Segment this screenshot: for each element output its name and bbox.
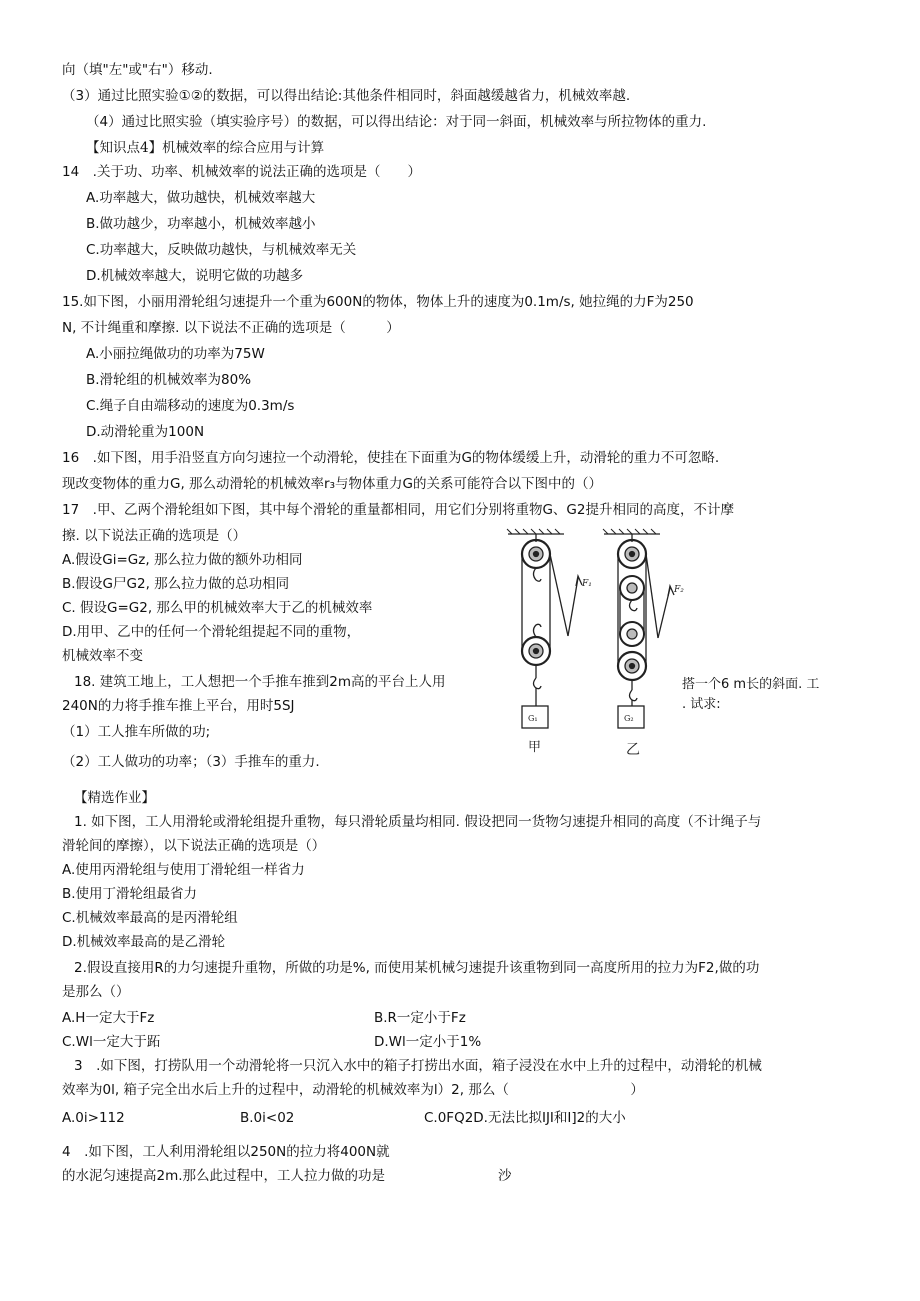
q18-part-2-3: （2）工人做功的功率；（3）手推车的重力. <box>62 754 320 770</box>
label-jia: 甲 <box>528 740 542 755</box>
hw3-stem-2: 效率为0l, 箱子完全出水后上升的过程中，动滑轮的机械效率为l）2, 那么（ ） <box>62 1082 644 1098</box>
q17-stem-1: 17 .甲、乙两个滑轮组如下图，其中每个滑轮的重量都相同，用它们分别将重物G、G2提升相同的高度，不计摩 <box>62 502 734 518</box>
pulley-figure <box>500 526 900 776</box>
q15-option-c: C.绳子自由端移动的速度为0.3m/s <box>86 398 295 414</box>
hw4-answer-blank: 沙 <box>498 1168 512 1184</box>
hw1-option-a: A.使用丙滑轮组与使用丁滑轮组一样省力 <box>62 862 305 878</box>
figure-caption-1: 搭一个6 m长的斜面. 工 <box>682 677 820 692</box>
q14-option-d: D.机械效率越大，说明它做的功越多 <box>86 268 304 284</box>
hw2-stem-2: 是那么（） <box>62 984 130 1000</box>
hw3-option-a: A.0i>112 <box>62 1110 125 1126</box>
section-heading-4: 【知识点4】机械效率的综合应用与计算 <box>86 140 325 156</box>
q18-stem-1: 18. 建筑工地上，工人想把一个手推车推到2m高的平台上人用 <box>74 674 446 690</box>
q15-stem-2: N, 不计绳重和摩擦. 以下说法不正确的选项是（ ） <box>62 320 400 336</box>
q17-option-d-1: D.用甲、乙中的任何一个滑轮组提起不同的重物， <box>62 624 361 640</box>
hw1-option-c: C.机械效率最高的是丙滑轮组 <box>62 910 238 926</box>
homework-heading: 【精选作业】 <box>74 790 155 806</box>
q17-option-c: C. 假设G=G2, 那么甲的机械效率大于乙的机械效率 <box>62 600 373 616</box>
q14-option-a: A.功率越大，做功越快，机械效率越大 <box>86 190 316 206</box>
label-yi: 乙 <box>626 742 640 758</box>
hw2-option-c: C.Wl一定大于跖 <box>62 1034 161 1050</box>
q18-part-1: （1）工人推车所做的功; <box>62 724 211 740</box>
hw2-option-a: A.H一定大于Fz <box>62 1010 155 1026</box>
q14-option-b: B.做功越少，功率越小，机械效率越小 <box>86 216 316 232</box>
q15-option-d: D.动滑轮重为100N <box>86 424 205 440</box>
hw4-stem-1: 4 .如下图，工人利用滑轮组以250N的拉力将400N就 <box>62 1144 390 1160</box>
q18-stem-2: 240N的力将手推车推上平台，用时5SJ <box>62 698 295 714</box>
q16-stem-1: 16 .如下图，用手沿竖直方向匀速拉一个动滑轮，使挂在下面重为G的物体缓缓上升，动滑轮的重力不可忽略. <box>62 450 720 466</box>
hw1-stem-2: 滑轮间的摩擦），以下说法正确的选项是（） <box>62 838 326 854</box>
hw2-stem-1: 2.假设直接用R的力匀速提升重物，所做的功是%, 而使用某机械匀速提升该重物到同一高度所用的拉力为F2,做的功 <box>74 960 760 976</box>
hw2-option-d: D.Wl一定小于1% <box>374 1034 482 1050</box>
hw1-option-b: B.使用丁滑轮组最省力 <box>62 886 198 902</box>
hw2-option-b: B.R一定小于Fz <box>374 1010 466 1026</box>
q15-option-b: B.滑轮组的机械效率为80% <box>86 372 252 388</box>
q16-stem-2: 现改变物体的重力G, 那么动滑轮的机械效率r₃与物体重力G的关系可能符合以下图中的（） <box>62 476 602 492</box>
label-g2: G₂ <box>624 714 634 723</box>
hw1-option-d: D.机械效率最高的是乙滑轮 <box>62 934 226 950</box>
q15-stem-1: 15.如下图，小丽用滑轮组匀速提升一个重为600N的物体，物体上升的速度为0.1m/s, 她拉绳的力F为250 <box>62 294 694 310</box>
hw4-stem-2: 的水泥匀速提高2m.那么此过程中，工人拉力做的功是 <box>62 1168 386 1184</box>
pulley-diagram <box>500 526 900 776</box>
q14-option-c: C.功率越大，反映做功越快，与机械效率无关 <box>86 242 357 258</box>
label-f1: F₁ <box>582 579 592 589</box>
q14-stem: 14 .关于功、功率、机械效率的说法正确的选项是（ ） <box>62 164 421 180</box>
hw1-stem-1: 1. 如下图，工人用滑轮或滑轮组提升重物，每只滑轮质量均相同. 假设把同一货物匀速提升相同的高度（不计绳子与 <box>74 814 762 830</box>
q17-stem-2: 擦. 以下说法正确的选项是（） <box>62 528 247 544</box>
line-01: 向（填"左"或"右"）移动. <box>62 62 213 78</box>
line-02: （3）通过比照实验①②的数据，可以得出结论:其他条件相同时，斜面越缓越省力，机械效率越. <box>62 88 631 104</box>
hw3-stem-1: 3 .如下图，打捞队用一个动滑轮将一只沉入水中的箱子打捞出水面，箱子浸没在水中上升的过程中，动滑轮的机械 <box>74 1058 762 1074</box>
label-f2: F₂ <box>674 585 684 595</box>
q17-option-b: B.假设G尸G2, 那么拉力做的总功相同 <box>62 576 290 592</box>
q17-option-d-2: 机械效率不变 <box>62 648 143 664</box>
hw3-option-b: B.0i<02 <box>240 1110 295 1126</box>
q17-option-a: A.假设Gi=Gz, 那么拉力做的额外功相同 <box>62 552 303 568</box>
figure-caption-2: . 试求: <box>682 697 721 712</box>
q15-option-a: A.小丽拉绳做功的功率为75W <box>86 346 265 362</box>
label-g1: G₁ <box>528 714 538 723</box>
line-03: （4）通过比照实验（填实验序号）的数据，可以得出结论：对于同一斜面，机械效率与所拉物体的重力. <box>86 114 707 130</box>
hw3-option-cd: C.0FQ2D.无法比拟IJI和I]2的大小 <box>424 1110 626 1126</box>
